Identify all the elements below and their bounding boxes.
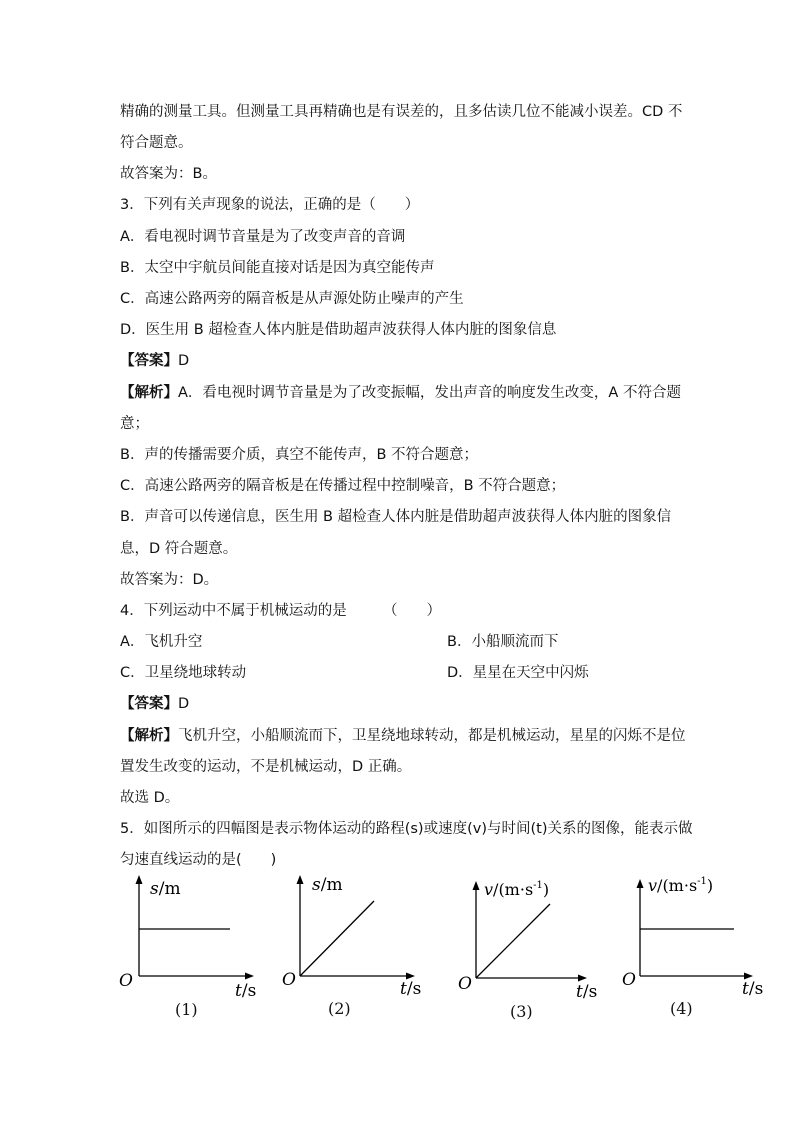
y-axis-label bbox=[312, 875, 343, 895]
explanation-text: A．看电视时调节音量是为了改变振幅，发出声音的响度发生改变，A 不符合题 bbox=[178, 385, 681, 401]
graph-1-caption: (1) bbox=[175, 1000, 198, 1019]
explanation-tag: 【解析】 bbox=[120, 728, 178, 744]
y-var: s bbox=[150, 879, 159, 899]
question-4-option-b: B．小船顺流而下 bbox=[447, 634, 559, 650]
y-axis-label bbox=[150, 879, 181, 899]
question-4-explanation bbox=[120, 726, 686, 746]
graph-2 bbox=[276, 872, 426, 1002]
x-axis-arrow bbox=[578, 975, 587, 982]
origin-label: O bbox=[458, 974, 472, 994]
graph-line bbox=[300, 901, 374, 976]
question-3-option-c: C．高速公路两旁的隔音板是从声源处防止噪声的产生 bbox=[120, 291, 464, 307]
question-3-answer bbox=[120, 351, 189, 371]
y-unit: /(m·s bbox=[657, 876, 698, 895]
x-axis-arrow bbox=[245, 973, 254, 980]
answer-tag: 【答案】 bbox=[120, 353, 178, 369]
text-line: 故答案为：D。 bbox=[120, 572, 219, 588]
y-var: v bbox=[484, 880, 494, 899]
explanation-tag: 【解析】 bbox=[120, 385, 178, 401]
question-3-option-b: B．太空中宇航员间能直接对话是因为真空能传声 bbox=[120, 260, 435, 276]
question-4-option-c: C．卫星绕地球转动 bbox=[120, 665, 247, 681]
text-line: 意； bbox=[120, 416, 149, 432]
text-line: 息，D 符合题意。 bbox=[120, 541, 238, 557]
text-line: C．高速公路两旁的隔音板是在传播过程中控制噪音，B 不符合题意； bbox=[120, 478, 566, 494]
y-axis-arrow bbox=[297, 875, 304, 884]
question-4-stem: 4．下列运动中不属于机械运动的是 （ ） bbox=[120, 603, 441, 619]
y-axis-label bbox=[484, 880, 549, 899]
graph-3 bbox=[452, 876, 602, 1006]
x-unit: /s bbox=[406, 979, 422, 999]
question-5-stem: 5．如图所示的四幅图是表示物体运动的路程(s)或速度(v)与时间(t)关系的图像，能表示做 bbox=[120, 821, 693, 837]
y-var: v bbox=[648, 876, 658, 895]
y-axis-arrow bbox=[136, 875, 143, 884]
y-unit-close: ) bbox=[542, 880, 550, 899]
x-unit: /s bbox=[748, 979, 764, 999]
x-unit: /s bbox=[241, 981, 257, 1001]
answer-value: D bbox=[178, 353, 190, 369]
text-line: 精确的测量工具。但测量工具再精确也是有误差的，且多估读几位不能减小误差。CD 不 bbox=[120, 104, 683, 120]
graph-line bbox=[476, 904, 550, 978]
graph-3-caption: (3) bbox=[510, 1002, 533, 1021]
text-line: B．声音可以传递信息，医生用 B 超检查人体内脏是借助超声波获得人体内脏的图象信 bbox=[120, 509, 672, 525]
y-unit: /m bbox=[158, 879, 181, 899]
y-unit: /m bbox=[320, 875, 343, 895]
x-var: t bbox=[742, 979, 749, 999]
question-4-option-a: A．飞机升空 bbox=[120, 634, 203, 650]
question-4-answer bbox=[120, 694, 189, 714]
y-axis-arrow bbox=[473, 881, 480, 890]
y-axis-arrow bbox=[637, 879, 644, 888]
text-line: 符合题意。 bbox=[120, 135, 193, 151]
y-axis-label bbox=[648, 876, 713, 895]
text-line: 置发生改变的运动，不是机械运动，D 正确。 bbox=[120, 759, 412, 775]
x-var: t bbox=[400, 979, 407, 999]
graph-4 bbox=[616, 872, 766, 1002]
origin-label: O bbox=[119, 971, 133, 991]
y-var: s bbox=[312, 875, 321, 895]
x-axis-label bbox=[576, 982, 597, 1002]
x-var: t bbox=[576, 982, 583, 1002]
graph-4-caption: (4) bbox=[670, 999, 693, 1018]
y-unit-exponent: -1 bbox=[697, 876, 707, 887]
y-unit-exponent: -1 bbox=[533, 880, 543, 891]
text-line: B．声的传播需要介质，真空不能传声，B 不符合题意； bbox=[120, 447, 479, 463]
text-line: 匀速直线运动的是( ) bbox=[120, 852, 277, 868]
x-axis-label bbox=[742, 979, 763, 999]
question-3-option-d: D．医生用 B 超检查人体内脏是借助超声波获得人体内脏的图象信息 bbox=[120, 322, 557, 338]
y-unit-close: ) bbox=[706, 876, 714, 895]
x-axis-label bbox=[235, 981, 256, 1001]
question-4-option-d: D．星星在天空中闪烁 bbox=[447, 665, 589, 681]
text-line: 故选 D。 bbox=[120, 790, 180, 806]
origin-label: O bbox=[282, 970, 296, 990]
question-3-stem: 3．下列有关声现象的说法，正确的是（ ） bbox=[120, 197, 420, 213]
question-3-explanation bbox=[120, 383, 681, 403]
explanation-text: 飞机升空，小船顺流而下，卫星绕地球转动，都是机械运动，星星的闪烁不是位 bbox=[178, 728, 686, 744]
graph-1 bbox=[115, 872, 265, 1002]
answer-tag: 【答案】 bbox=[120, 696, 178, 712]
question-3-option-a: A．看电视时调节音量是为了改变声音的音调 bbox=[120, 229, 406, 245]
answer-value: D bbox=[178, 696, 190, 712]
text-line: 故答案为：B。 bbox=[120, 166, 217, 182]
origin-label: O bbox=[622, 970, 636, 990]
x-unit: /s bbox=[582, 982, 598, 1002]
x-var: t bbox=[235, 981, 242, 1001]
x-axis-label bbox=[400, 979, 421, 999]
y-unit: /(m·s bbox=[493, 880, 534, 899]
graph-2-caption: (2) bbox=[328, 999, 351, 1018]
